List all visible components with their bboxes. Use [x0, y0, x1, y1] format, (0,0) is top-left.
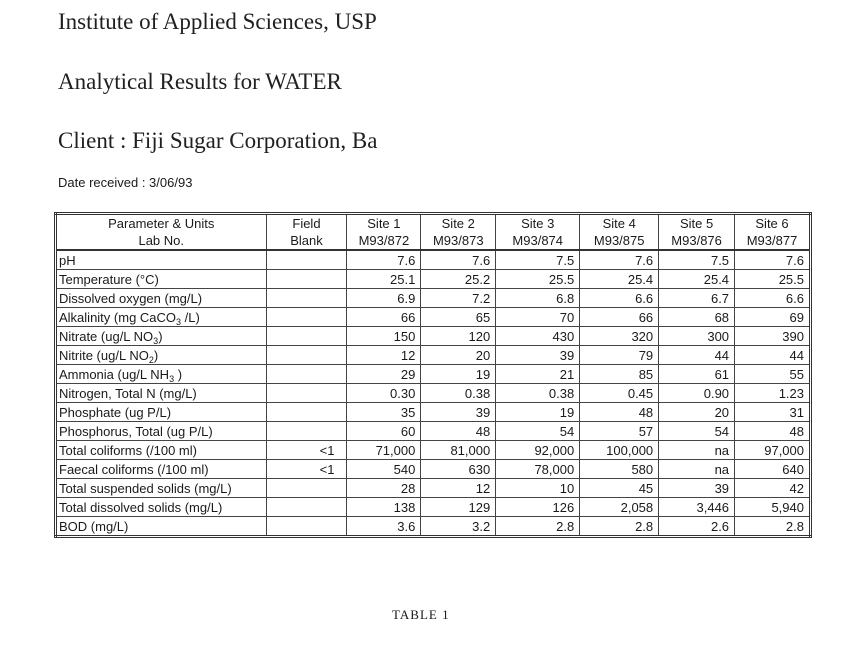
site-3-value: 10 [496, 479, 580, 498]
site-5-value: 25.4 [659, 270, 735, 289]
parameter-cell [56, 289, 267, 308]
header-site-3: Site 3 [496, 214, 580, 233]
site-1-value: 150 [347, 327, 421, 346]
site-1-value: 3.6 [347, 517, 421, 537]
site-3-value: 21 [496, 365, 580, 384]
field-blank-cell [266, 384, 347, 403]
site-4-value: 7.6 [580, 250, 659, 270]
header-lab-no: Lab No. [56, 232, 267, 250]
table-row [56, 250, 811, 270]
site-1-value: 60 [347, 422, 421, 441]
field-blank-cell [266, 308, 347, 327]
table-row [56, 384, 811, 403]
header-parameter: Parameter & Units [56, 214, 267, 233]
parameter-cell [56, 517, 267, 537]
site-4-value: 320 [580, 327, 659, 346]
site-5-value: 44 [659, 346, 735, 365]
field-blank-cell [266, 365, 347, 384]
header-lab-site-3: M93/874 [496, 232, 580, 250]
parameter-label: Dissolved oxygen (mg/L) [59, 290, 203, 306]
site-4-value: 0.45 [580, 384, 659, 403]
site-3-value: 0.38 [496, 384, 580, 403]
parameter-cell [56, 403, 267, 422]
header-site-1: Site 1 [347, 214, 421, 233]
parameter-label: BOD (mg/L) [59, 518, 129, 534]
table-row [56, 460, 811, 479]
header-lab-site-4: M93/875 [580, 232, 659, 250]
parameter-subscript: 2 [148, 354, 154, 365]
parameter-label: Nitrate (ug/L NO [59, 328, 154, 344]
parameter-label: Total dissolved solids (mg/L) [59, 499, 223, 515]
site-6-value: 6.6 [735, 289, 811, 308]
header-row-bottom [56, 232, 811, 250]
parameter-subscript: 3 [176, 316, 182, 327]
header-lab-site-1: M93/872 [347, 232, 421, 250]
field-blank-cell [266, 498, 347, 517]
site-2-value: 3.2 [421, 517, 496, 537]
site-5-value: 6.7 [659, 289, 735, 308]
parameter-cell [56, 327, 267, 346]
site-4-value: 2.8 [580, 517, 659, 537]
parameter-cell [56, 346, 267, 365]
site-3-value: 70 [496, 308, 580, 327]
field-blank-cell: <1 [266, 460, 347, 479]
table-row [56, 270, 811, 289]
parameter-cell [56, 441, 267, 460]
site-5-value: 7.5 [659, 250, 735, 270]
site-3-value: 19 [496, 403, 580, 422]
site-2-value: 7.6 [421, 250, 496, 270]
site-3-value: 39 [496, 346, 580, 365]
table-body [56, 250, 811, 537]
parameter-label: pH [59, 252, 76, 268]
site-2-value: 12 [421, 479, 496, 498]
site-4-value: 66 [580, 308, 659, 327]
site-6-value: 5,940 [735, 498, 811, 517]
site-6-value: 31 [735, 403, 811, 422]
site-2-value: 0.38 [421, 384, 496, 403]
site-2-value: 39 [421, 403, 496, 422]
table-row [56, 498, 811, 517]
site-2-value: 630 [421, 460, 496, 479]
site-3-value: 430 [496, 327, 580, 346]
site-1-value: 29 [347, 365, 421, 384]
table-row [56, 365, 811, 384]
site-2-value: 48 [421, 422, 496, 441]
field-blank-cell [266, 289, 347, 308]
site-1-value: 6.9 [347, 289, 421, 308]
site-2-value: 20 [421, 346, 496, 365]
site-4-value: 580 [580, 460, 659, 479]
parameter-label: Temperature (°C) [59, 271, 159, 287]
site-4-value: 100,000 [580, 441, 659, 460]
field-blank-cell [266, 250, 347, 270]
site-6-value: 25.5 [735, 270, 811, 289]
table-row [56, 308, 811, 327]
site-1-value: 66 [347, 308, 421, 327]
site-3-value: 7.5 [496, 250, 580, 270]
site-2-value: 19 [421, 365, 496, 384]
site-4-value: 57 [580, 422, 659, 441]
site-5-value: 54 [659, 422, 735, 441]
header-site-6: Site 6 [735, 214, 811, 233]
site-5-value: na [659, 441, 735, 460]
site-6-value: 7.6 [735, 250, 811, 270]
table-row [56, 403, 811, 422]
parameter-label-suffix: ) [153, 347, 159, 363]
field-blank-cell [266, 346, 347, 365]
site-5-value: 3,446 [659, 498, 735, 517]
site-6-value: 2.8 [735, 517, 811, 537]
parameter-subscript: 3 [153, 335, 159, 346]
site-1-value: 35 [347, 403, 421, 422]
parameter-cell [56, 308, 267, 327]
site-4-value: 25.4 [580, 270, 659, 289]
parameter-label: Alkalinity (mg CaCO [59, 309, 177, 325]
field-blank-cell: <1 [266, 441, 347, 460]
site-2-value: 81,000 [421, 441, 496, 460]
site-3-value: 78,000 [496, 460, 580, 479]
site-2-value: 7.2 [421, 289, 496, 308]
header-lab-site-2: M93/873 [421, 232, 496, 250]
site-6-value: 640 [735, 460, 811, 479]
parameter-label: Total suspended solids (mg/L) [59, 480, 232, 496]
site-4-value: 85 [580, 365, 659, 384]
institute-name: Institute of Applied Sciences, USP [58, 9, 377, 34]
site-6-value: 42 [735, 479, 811, 498]
date-received: Date received : 3/06/93 [58, 175, 193, 190]
site-1-value: 540 [347, 460, 421, 479]
site-5-value: 20 [659, 403, 735, 422]
parameter-cell [56, 384, 267, 403]
table-row [56, 289, 811, 308]
site-2-value: 25.2 [421, 270, 496, 289]
site-6-value: 55 [735, 365, 811, 384]
parameter-cell [56, 479, 267, 498]
results-table [54, 212, 812, 538]
site-3-value: 54 [496, 422, 580, 441]
site-4-value: 48 [580, 403, 659, 422]
site-1-value: 71,000 [347, 441, 421, 460]
site-5-value: 2.6 [659, 517, 735, 537]
header-site-2: Site 2 [421, 214, 496, 233]
site-1-value: 138 [347, 498, 421, 517]
site-3-value: 126 [496, 498, 580, 517]
client-name: Client : Fiji Sugar Corporation, Ba [58, 128, 378, 153]
parameter-subscript: 3 [169, 373, 175, 384]
site-4-value: 6.6 [580, 289, 659, 308]
site-4-value: 79 [580, 346, 659, 365]
parameter-label: Total coliforms (/100 ml) [59, 442, 197, 458]
parameter-label: Ammonia (ug/L NH [59, 366, 170, 382]
site-4-value: 2,058 [580, 498, 659, 517]
parameter-label-suffix: /L) [181, 309, 200, 325]
table-caption: TABLE 1 [392, 607, 450, 622]
parameter-label: Phosphorus, Total (ug P/L) [59, 423, 213, 439]
table-row [56, 346, 811, 365]
parameter-label-suffix: ) [158, 328, 163, 344]
site-3-value: 25.5 [496, 270, 580, 289]
field-blank-cell [266, 479, 347, 498]
site-6-value: 97,000 [735, 441, 811, 460]
site-5-value: 68 [659, 308, 735, 327]
site-5-value: 39 [659, 479, 735, 498]
parameter-label: Nitrite (ug/L NO [59, 347, 149, 363]
site-5-value: 300 [659, 327, 735, 346]
table-row [56, 327, 811, 346]
site-1-value: 25.1 [347, 270, 421, 289]
site-5-value: 0.90 [659, 384, 735, 403]
table-header [56, 214, 811, 251]
field-blank-cell [266, 517, 347, 537]
parameter-label: Nitrogen, Total N (mg/L) [59, 385, 197, 401]
site-3-value: 2.8 [496, 517, 580, 537]
site-1-value: 12 [347, 346, 421, 365]
site-4-value: 45 [580, 479, 659, 498]
header-site-5: Site 5 [659, 214, 735, 233]
header-lab-site-6: M93/877 [735, 232, 811, 250]
document-title: Analytical Results for WATER [58, 69, 342, 94]
field-blank-cell [266, 270, 347, 289]
site-6-value: 44 [735, 346, 811, 365]
site-3-value: 92,000 [496, 441, 580, 460]
header-lab-site-5: M93/876 [659, 232, 735, 250]
header-field: Field [266, 214, 347, 233]
site-5-value: na [659, 460, 735, 479]
site-1-value: 7.6 [347, 250, 421, 270]
table-row [56, 441, 811, 460]
parameter-cell [56, 460, 267, 479]
table-row [56, 422, 811, 441]
parameter-cell [56, 498, 267, 517]
parameter-cell [56, 270, 267, 289]
site-2-value: 65 [421, 308, 496, 327]
header-site-4: Site 4 [580, 214, 659, 233]
parameter-label: Faecal coliforms (/100 ml) [59, 461, 209, 477]
site-3-value: 6.8 [496, 289, 580, 308]
site-5-value: 61 [659, 365, 735, 384]
header-blank: Blank [266, 232, 347, 250]
site-6-value: 1.23 [735, 384, 811, 403]
header-row-top [56, 214, 811, 233]
site-2-value: 120 [421, 327, 496, 346]
parameter-cell [56, 250, 267, 270]
table-row [56, 479, 811, 498]
site-6-value: 390 [735, 327, 811, 346]
table-row [56, 517, 811, 537]
parameter-label: Phosphate (ug P/L) [59, 404, 172, 420]
site-6-value: 69 [735, 308, 811, 327]
site-1-value: 0.30 [347, 384, 421, 403]
site-2-value: 129 [421, 498, 496, 517]
field-blank-cell [266, 327, 347, 346]
parameter-cell [56, 365, 267, 384]
field-blank-cell [266, 403, 347, 422]
parameter-cell [56, 422, 267, 441]
site-6-value: 48 [735, 422, 811, 441]
site-1-value: 28 [347, 479, 421, 498]
field-blank-cell [266, 422, 347, 441]
parameter-label-suffix: ) [174, 366, 183, 382]
